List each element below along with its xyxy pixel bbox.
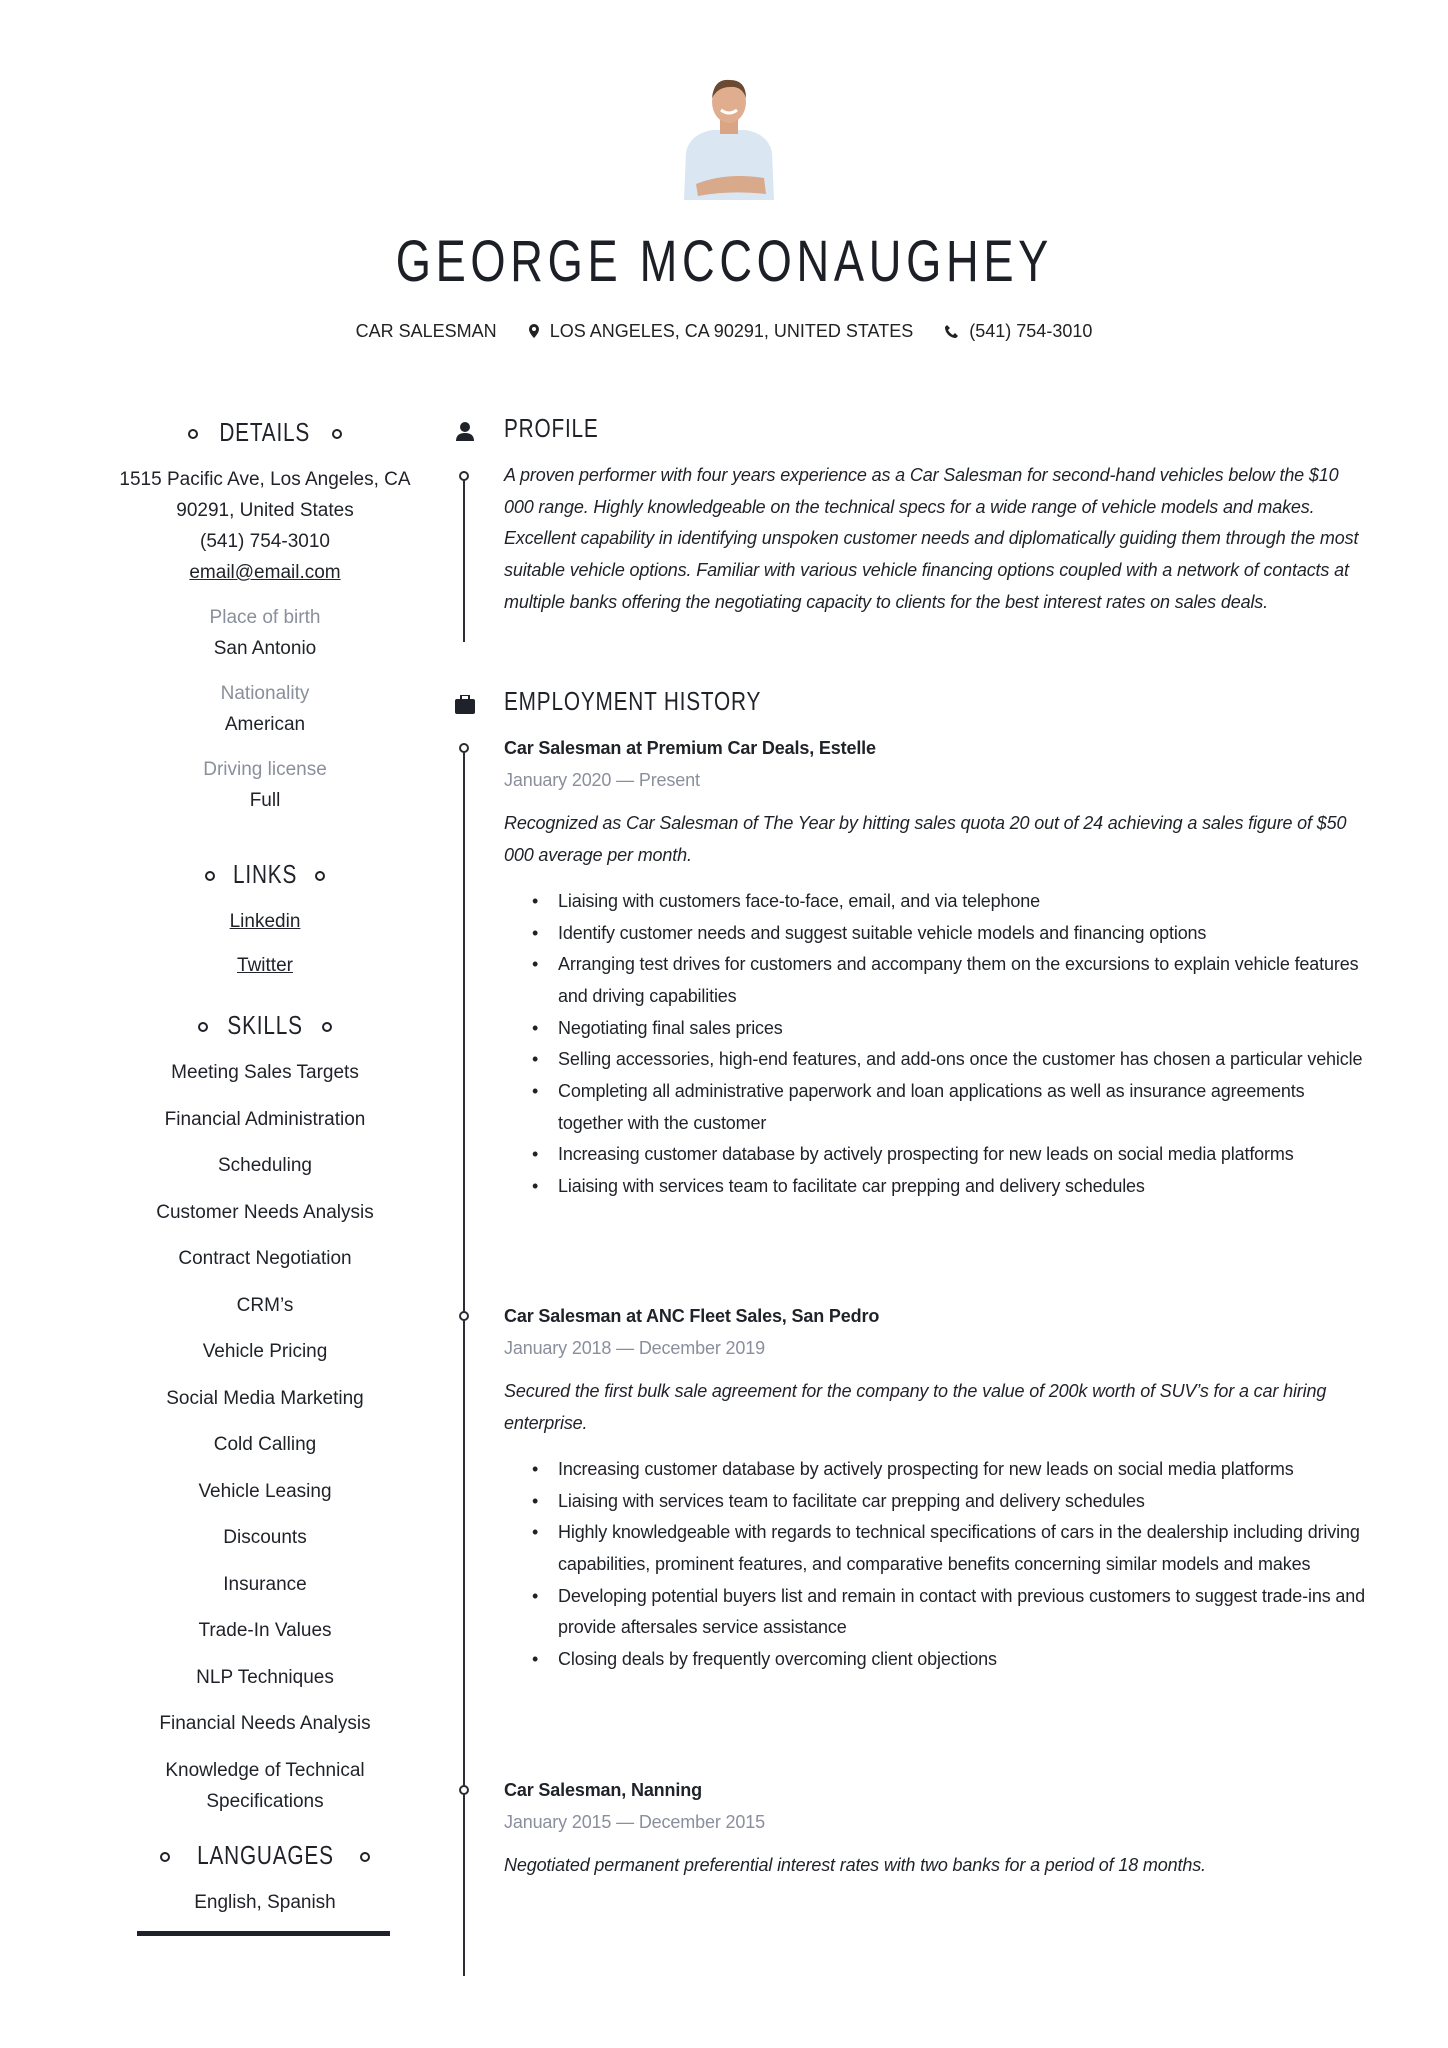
bullet-item: • Liaising with services team to facilitate car prepping and delivery schedules: [504, 1486, 1366, 1518]
bullet-item: • Liaising with customers face-to-face, email, and via telephone: [504, 886, 1366, 918]
job-dates: January 2015 — December 2015: [504, 1811, 765, 1832]
languages-heading: LANGUAGES: [117, 1835, 413, 1875]
skill-item: Knowledge of Technical Specifications: [165, 1759, 365, 1812]
job-title: Car Salesman, Nanning: [504, 1780, 702, 1800]
header-subtitle: [0, 320, 1448, 342]
address-line-1: 1515 Pacific Ave, Los Angeles, CA: [119, 469, 411, 490]
skill-item: Meeting Sales Targets: [171, 1062, 359, 1083]
bullet-item: • Highly knowledgeable with regards to technical specifications of cars in the dealership including driving capabilities, prominent features, and comparative benefits concerning similar models and makes: [504, 1517, 1366, 1580]
candidate-name: GEORGE MCCONAUGHEY: [395, 229, 1053, 294]
skill-item: Cold Calling: [213, 1434, 317, 1455]
job-entry: [504, 733, 1366, 1203]
timeline-dot: [459, 1785, 469, 1795]
job-dates: January 2020 — Present: [504, 769, 700, 790]
job-bullets: [504, 1454, 1366, 1676]
bullet-item: • Completing all administrative paperwork and loan applications as well as insurance agreements together with the customer: [504, 1076, 1366, 1139]
skill-item: Trade-In Values: [198, 1620, 332, 1641]
nationality: American: [224, 714, 306, 735]
skill-item: Financial Administration: [164, 1108, 366, 1130]
job-entry: [504, 1775, 1366, 1882]
address-line-2: 90291, United States: [176, 500, 354, 521]
skill-item: Contract Negotiation: [178, 1248, 352, 1269]
location-pin-icon: [529, 324, 539, 338]
twitter-link[interactable]: Twitter: [237, 955, 293, 976]
timeline-dot: [459, 743, 469, 753]
links-heading: LINKS: [117, 854, 413, 894]
job-summary: Negotiated permanent preferential interest rates with two banks for a period of 18 months.: [504, 1855, 1206, 1876]
nationality-label: Nationality: [220, 683, 310, 704]
bullet-item: • Selling accessories, high-end features, and add-ons once the customer has chosen a particular vehicle: [504, 1044, 1366, 1076]
skill-item: Discounts: [223, 1527, 307, 1548]
employment-heading: EMPLOYMENT HISTORY: [504, 686, 762, 716]
person-icon: [455, 421, 475, 441]
place-of-birth-label: Place of birth: [209, 607, 321, 628]
job-bullets: [504, 886, 1366, 1203]
place-of-birth: San Antonio: [213, 638, 317, 659]
bullet-item: • Developing potential buyers list and remain in contact with previous customers to suggest trade-ins and provide aftersales service assistance: [504, 1581, 1366, 1644]
profile-photo: [676, 72, 782, 200]
bullet-item: • Increasing customer database by actively prospecting for new leads on social media platforms: [504, 1454, 1366, 1486]
skill-item: Social Media Marketing: [166, 1387, 364, 1409]
bullet-item: • Arranging test drives for customers and accompany them on the excursions to explain vehicle features and driving capabilities: [504, 949, 1366, 1012]
job-entry: [504, 1301, 1366, 1676]
profile-text: A proven performer with four years experience as a Car Salesman for second-hand vehicles below the $10 000 range. Highly knowledgeable on the technical specs for a wide range of vehicle models and makes. Excellent capability in identifying unspoken customer needs and diplomatically guiding them through the most suitable vehicle options. Familiar with various vehicle financing options coupled with a network of contacts at multiple banks offering the negotiating capacity to clients for the best interest rates on sales deals.: [504, 465, 1359, 612]
phone: (541) 754-3010: [969, 320, 1093, 341]
skill-item: Customer Needs Analysis: [156, 1201, 374, 1223]
skill-item: Financial Needs Analysis: [159, 1713, 371, 1734]
skill-item: NLP Techniques: [196, 1666, 334, 1688]
details-phone: (541) 754-3010: [200, 531, 330, 552]
driving-license: Full: [249, 790, 281, 811]
sidebar-bottom-divider: [137, 1931, 390, 1936]
sidebar: [117, 412, 413, 1918]
skill-item: Vehicle Pricing: [202, 1341, 328, 1362]
skill-item: Vehicle Leasing: [198, 1480, 332, 1502]
location: LOS ANGELES, CA 90291, UNITED STATES: [549, 320, 914, 341]
job-title: CAR SALESMAN: [355, 320, 497, 341]
bullet-item: • Negotiating final sales prices: [504, 1013, 1366, 1045]
briefcase-icon: [455, 695, 475, 714]
skills-list: [117, 1057, 413, 1817]
email-link[interactable]: email@email.com: [189, 562, 341, 583]
bullet-item: • Identify customer needs and suggest suitable vehicle models and financing options: [504, 918, 1366, 950]
job-dates: January 2018 — December 2019: [504, 1337, 765, 1358]
languages: English, Spanish: [194, 1891, 336, 1913]
profile-timeline: [463, 476, 465, 642]
details-heading: DETAILS: [117, 412, 413, 452]
bullet-item: • Liaising with services team to facilitate car prepping and delivery schedules: [504, 1171, 1366, 1203]
skill-item: CRM’s: [236, 1294, 294, 1316]
driving-license-label: Driving license: [203, 759, 327, 780]
job-summary: Recognized as Car Salesman of The Year by hitting sales quota 20 out of 24 achieving a sales figure of $50 000 average per month.: [504, 813, 1347, 866]
phone-icon: [945, 325, 958, 338]
job-title: Car Salesman at ANC Fleet Sales, San Pedro: [504, 1306, 880, 1326]
bullet-item: • Closing deals by frequently overcoming client objections: [504, 1644, 1366, 1676]
skills-heading: SKILLS: [117, 1005, 413, 1045]
timeline-dot: [459, 471, 469, 481]
linkedin-link[interactable]: Linkedin: [229, 911, 301, 932]
profile-heading: PROFILE: [504, 413, 599, 443]
skill-item: Insurance: [223, 1573, 307, 1595]
job-summary: Secured the first bulk sale agreement for the company to the value of 200k worth of SUV’s for a car hiring enterprise.: [504, 1381, 1327, 1434]
skill-item: Scheduling: [217, 1155, 313, 1176]
job-title: Car Salesman at Premium Car Deals, Estelle: [504, 738, 876, 758]
bullet-item: • Increasing customer database by actively prospecting for new leads on social media platforms: [504, 1139, 1366, 1171]
timeline-dot: [459, 1311, 469, 1321]
